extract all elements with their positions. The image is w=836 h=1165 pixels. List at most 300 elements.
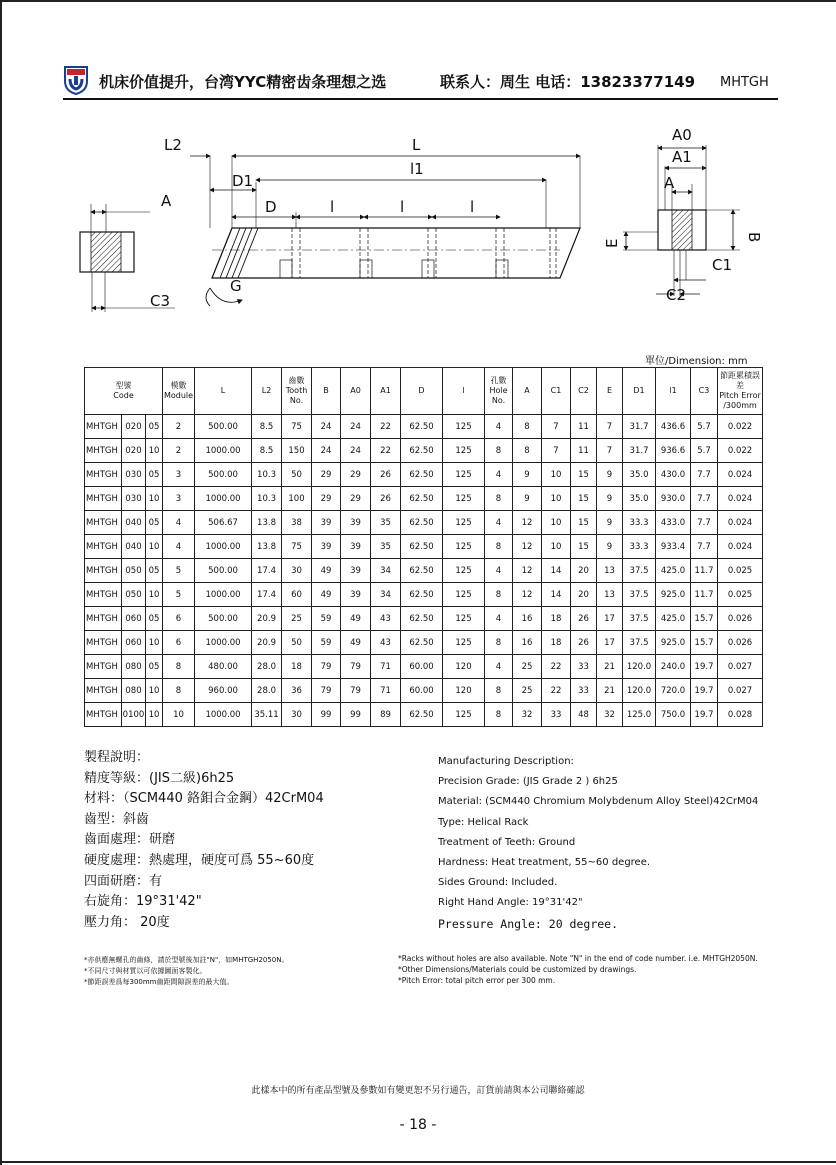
- table-cell: 19.7: [691, 655, 718, 679]
- table-cell: 040: [122, 535, 146, 559]
- table-cell: 49: [312, 559, 341, 583]
- table-cell: 8: [485, 583, 513, 607]
- table-cell: 32: [513, 703, 542, 727]
- table-cell: 7: [542, 439, 571, 463]
- table-cell: 10: [146, 703, 163, 727]
- table-cell: 26: [371, 487, 401, 511]
- description-line: Sides Ground: Included.: [438, 877, 558, 889]
- table-cell: 10: [146, 487, 163, 511]
- table-cell: 10: [542, 463, 571, 487]
- table-cell: 125: [443, 511, 485, 535]
- table-cell: 62.50: [401, 511, 443, 535]
- table-cell: 436.6: [656, 415, 691, 439]
- table-cell: 17: [597, 631, 623, 655]
- table-cell: 05: [146, 655, 163, 679]
- table-cell: 7.7: [691, 535, 718, 559]
- table-cell: 71: [371, 679, 401, 703]
- table-cell: MHTGH: [85, 631, 122, 655]
- table-header-cell: C3: [691, 368, 718, 415]
- table-cell: 17.4: [252, 559, 282, 583]
- table-cell: 5: [163, 583, 195, 607]
- description-line: 材料：（SCM440 鉻鉬合金鋼）42CrM04: [84, 791, 324, 807]
- table-cell: 38: [282, 511, 312, 535]
- table-header-cell: 孔數 Hole No.: [485, 368, 513, 415]
- table-row: [85, 487, 763, 511]
- table-cell: 50: [282, 463, 312, 487]
- table-header-cell: 模數 Module: [163, 368, 195, 415]
- table-cell: 4: [485, 559, 513, 583]
- rack-technical-drawing: [60, 120, 780, 345]
- table-cell: MHTGH: [85, 559, 122, 583]
- table-cell: 15: [571, 535, 597, 559]
- table-cell: 9: [513, 463, 542, 487]
- table-cell: 30: [282, 703, 312, 727]
- notes-english: [398, 953, 758, 986]
- table-cell: 37.5: [623, 559, 656, 583]
- table-cell: 8.5: [252, 439, 282, 463]
- table-cell: MHTGH: [85, 439, 122, 463]
- table-cell: 24: [341, 415, 371, 439]
- description-line: 製程說明：: [84, 750, 150, 765]
- table-cell: 040: [122, 511, 146, 535]
- table-cell: 120.0: [623, 679, 656, 703]
- table-cell: 8: [163, 679, 195, 703]
- table-row: [85, 439, 763, 463]
- table-cell: 39: [341, 535, 371, 559]
- table-cell: 10: [146, 679, 163, 703]
- table-cell: 15: [571, 463, 597, 487]
- table-cell: 79: [312, 655, 341, 679]
- table-cell: 9: [597, 463, 623, 487]
- table-cell: 31.7: [623, 439, 656, 463]
- table-cell: 30: [282, 559, 312, 583]
- table-cell: 120.0: [623, 655, 656, 679]
- table-cell: 7: [542, 415, 571, 439]
- description-english: [438, 752, 758, 934]
- table-cell: 12: [513, 511, 542, 535]
- table-cell: 75: [282, 535, 312, 559]
- table-cell: 6: [163, 631, 195, 655]
- table-cell: 030: [122, 487, 146, 511]
- table-cell: 22: [542, 655, 571, 679]
- table-cell: 10: [146, 535, 163, 559]
- table-header-cell: 節距累積誤差 Pitch Error /300mm: [718, 368, 763, 415]
- table-cell: 35.0: [623, 463, 656, 487]
- table-cell: 7.7: [691, 463, 718, 487]
- dim-label-c1: C1: [712, 256, 733, 274]
- description-line: Hardness: Heat treatment, 55~60 degree.: [438, 857, 651, 869]
- table-cell: 11.7: [691, 559, 718, 583]
- table-cell: 89: [371, 703, 401, 727]
- page-header: [63, 60, 778, 100]
- table-cell: 62.50: [401, 559, 443, 583]
- table-cell: 8: [485, 631, 513, 655]
- table-cell: 150: [282, 439, 312, 463]
- page-border-bottom: [0, 1161, 836, 1163]
- table-cell: 7.7: [691, 511, 718, 535]
- dim-label-b: B: [745, 232, 763, 243]
- table-cell: 125: [443, 631, 485, 655]
- header-rule: [63, 98, 778, 100]
- table-cell: 120: [443, 679, 485, 703]
- dim-label-l: L: [412, 136, 421, 154]
- notes-chinese: [84, 955, 289, 988]
- table-cell: 3: [163, 463, 195, 487]
- table-cell: 17.4: [252, 583, 282, 607]
- table-cell: 22: [542, 679, 571, 703]
- table-cell: 8: [485, 487, 513, 511]
- table-cell: 125: [443, 439, 485, 463]
- table-cell: MHTGH: [85, 679, 122, 703]
- table-cell: 29: [341, 463, 371, 487]
- table-cell: 1000.00: [195, 631, 252, 655]
- table-cell: 0100: [122, 703, 146, 727]
- table-cell: 936.6: [656, 439, 691, 463]
- table-cell: 19.7: [691, 703, 718, 727]
- table-cell: 37.5: [623, 631, 656, 655]
- table-cell: 35: [371, 511, 401, 535]
- table-cell: 060: [122, 607, 146, 631]
- table-cell: 35.11: [252, 703, 282, 727]
- table-cell: 10: [542, 487, 571, 511]
- table-cell: 0.024: [718, 487, 763, 511]
- table-cell: 0.026: [718, 607, 763, 631]
- table-cell: 60: [282, 583, 312, 607]
- table-header-cell: 型號 Code: [85, 368, 163, 415]
- table-cell: 0.024: [718, 463, 763, 487]
- table-cell: 10: [542, 535, 571, 559]
- note-line: *Racks without holes are also available. Note "N" in the end of code number. i.e. MHTGH2050N.: [398, 954, 758, 963]
- table-header-cell: D1: [623, 368, 656, 415]
- table-cell: 0.022: [718, 439, 763, 463]
- company-logo-icon: [63, 63, 89, 95]
- table-cell: 0.027: [718, 655, 763, 679]
- dim-label-a-right: A: [664, 174, 675, 192]
- table-cell: 29: [312, 487, 341, 511]
- table-cell: 4: [163, 535, 195, 559]
- table-cell: 0.028: [718, 703, 763, 727]
- table-cell: 8: [163, 655, 195, 679]
- table-header-cell: A0: [341, 368, 371, 415]
- table-row: [85, 463, 763, 487]
- table-cell: 8.5: [252, 415, 282, 439]
- table-cell: 8: [485, 703, 513, 727]
- table-cell: MHTGH: [85, 535, 122, 559]
- table-cell: 35: [371, 535, 401, 559]
- table-cell: 9: [597, 487, 623, 511]
- table-row: [85, 607, 763, 631]
- table-cell: 79: [341, 679, 371, 703]
- table-cell: 430.0: [656, 463, 691, 487]
- table-cell: 05: [146, 511, 163, 535]
- table-cell: 933.4: [656, 535, 691, 559]
- table-cell: 19.7: [691, 679, 718, 703]
- table-cell: 20: [571, 559, 597, 583]
- table-cell: 4: [485, 463, 513, 487]
- header-model: MHTGH: [720, 75, 769, 90]
- table-cell: 59: [312, 631, 341, 655]
- dim-label-g: G: [230, 277, 242, 295]
- description-chinese: [84, 748, 324, 933]
- footer-note: 此樣本中的所有產品型號及參數如有變更恕不另行通告，訂貨前請與本公司聯絡確認: [251, 1086, 585, 1096]
- table-cell: 0.024: [718, 535, 763, 559]
- table-cell: 25: [282, 607, 312, 631]
- description-line: 壓力角： 20度: [84, 914, 170, 930]
- table-cell: 7: [597, 439, 623, 463]
- table-cell: 49: [341, 607, 371, 631]
- table-cell: 050: [122, 559, 146, 583]
- table-cell: 960.00: [195, 679, 252, 703]
- table-cell: 425.0: [656, 559, 691, 583]
- table-cell: 506.67: [195, 511, 252, 535]
- table-row: [85, 655, 763, 679]
- table-cell: 125: [443, 463, 485, 487]
- table-cell: 31.7: [623, 415, 656, 439]
- table-cell: 2: [163, 415, 195, 439]
- note-line: *節距誤差爲每300mm齒距間隙誤差的最大值。: [84, 978, 234, 986]
- table-cell: 500.00: [195, 607, 252, 631]
- table-cell: 4: [485, 415, 513, 439]
- table-header: [85, 368, 763, 415]
- table-header-cell: 齒數 Tooth No.: [282, 368, 312, 415]
- table-row: [85, 535, 763, 559]
- table-cell: 62.50: [401, 631, 443, 655]
- table-cell: 79: [341, 655, 371, 679]
- table-cell: 25: [513, 655, 542, 679]
- table-cell: 8: [485, 679, 513, 703]
- table-cell: 12: [513, 535, 542, 559]
- table-cell: 125: [443, 559, 485, 583]
- table-cell: 500.00: [195, 415, 252, 439]
- description-line: Precision Grade: (JIS Grade 2 ) 6h25: [438, 776, 618, 788]
- table-cell: 10: [146, 439, 163, 463]
- table-cell: 500.00: [195, 559, 252, 583]
- table-cell: 5.7: [691, 415, 718, 439]
- table-cell: MHTGH: [85, 415, 122, 439]
- table-cell: 15.7: [691, 607, 718, 631]
- table-cell: 05: [146, 607, 163, 631]
- table-cell: MHTGH: [85, 583, 122, 607]
- table-cell: 720.0: [656, 679, 691, 703]
- table-cell: 49: [312, 583, 341, 607]
- dim-label-d1: D1: [232, 172, 254, 190]
- table-cell: 62.50: [401, 463, 443, 487]
- dim-label-e: E: [603, 238, 621, 248]
- table-cell: MHTGH: [85, 463, 122, 487]
- table-cell: 11: [571, 415, 597, 439]
- table-cell: 21: [597, 679, 623, 703]
- table-cell: 0.022: [718, 415, 763, 439]
- table-cell: 125: [443, 607, 485, 631]
- dim-label-pitch-3: l: [470, 198, 475, 216]
- dim-label-l1: l1: [410, 160, 424, 178]
- table-cell: 39: [341, 511, 371, 535]
- table-cell: 24: [341, 439, 371, 463]
- table-cell: 18: [542, 607, 571, 631]
- table-cell: 05: [146, 559, 163, 583]
- table-cell: 1000.00: [195, 439, 252, 463]
- table-cell: 18: [542, 631, 571, 655]
- description-line: Treatment of Teeth: Ground: [438, 836, 576, 848]
- note-line: *不同尺寸與材質以可依據圖面客製化。: [84, 967, 207, 975]
- table-cell: 240.0: [656, 655, 691, 679]
- dim-label-a1: A1: [672, 148, 692, 166]
- table-cell: 10: [542, 511, 571, 535]
- table-cell: 62.50: [401, 535, 443, 559]
- table-cell: 8: [485, 439, 513, 463]
- table-cell: 99: [341, 703, 371, 727]
- table-cell: 33: [571, 655, 597, 679]
- dim-label-a-left: A: [161, 192, 172, 210]
- description-line: 四面研磨：有: [84, 873, 163, 889]
- table-cell: 37.5: [623, 607, 656, 631]
- page-border-top: [0, 0, 836, 2]
- table-cell: 17: [597, 607, 623, 631]
- table-header-cell: L2: [252, 368, 282, 415]
- table-cell: 0.026: [718, 631, 763, 655]
- table-cell: 49: [341, 631, 371, 655]
- table-cell: 43: [371, 631, 401, 655]
- table-cell: 020: [122, 415, 146, 439]
- table-cell: 39: [312, 535, 341, 559]
- table-header-cell: D: [401, 368, 443, 415]
- table-cell: 425.0: [656, 607, 691, 631]
- dim-label-c3: C3: [150, 292, 171, 310]
- table-cell: MHTGH: [85, 655, 122, 679]
- table-cell: 925.0: [656, 631, 691, 655]
- table-cell: 62.50: [401, 583, 443, 607]
- table-cell: 6: [163, 607, 195, 631]
- table-cell: 10: [146, 583, 163, 607]
- table-cell: 79: [312, 679, 341, 703]
- table-row: [85, 631, 763, 655]
- table-cell: 34: [371, 583, 401, 607]
- page-border-left: [0, 0, 2, 1165]
- table-cell: 4: [485, 655, 513, 679]
- unit-label: 單位/Dimension: mm: [645, 356, 748, 367]
- table-cell: 1000.00: [195, 703, 252, 727]
- table-cell: 13.8: [252, 511, 282, 535]
- table-cell: 1000.00: [195, 535, 252, 559]
- table-row: [85, 583, 763, 607]
- table-cell: 125: [443, 583, 485, 607]
- dim-label-c2: C2: [666, 286, 687, 304]
- description-line: 硬度處理：熱處理，硬度可爲 55~60度: [84, 852, 315, 868]
- table-cell: 26: [571, 631, 597, 655]
- table-cell: 9: [597, 535, 623, 559]
- table-cell: 33.3: [623, 535, 656, 559]
- header-contact: 联系人：周生 电话：13823377149: [440, 73, 696, 91]
- table-cell: 8: [513, 439, 542, 463]
- table-cell: 15.7: [691, 631, 718, 655]
- table-cell: 0.025: [718, 583, 763, 607]
- table-cell: 11: [571, 439, 597, 463]
- table-cell: 24: [312, 415, 341, 439]
- table-cell: 28.0: [252, 679, 282, 703]
- table-cell: 36: [282, 679, 312, 703]
- table-cell: MHTGH: [85, 511, 122, 535]
- header-title: 机床价值提升，台湾YYC精密齿条理想之选: [99, 73, 387, 91]
- table-cell: 24: [312, 439, 341, 463]
- description-line: Type: Helical Rack: [438, 816, 529, 828]
- table-cell: 13.8: [252, 535, 282, 559]
- table-cell: 60.00: [401, 655, 443, 679]
- note-line: *Other Dimensions/Materials could be customized by drawings.: [398, 965, 637, 974]
- table-cell: 1000.00: [195, 487, 252, 511]
- table-cell: 05: [146, 463, 163, 487]
- description-line: Manufacturing Description:: [438, 756, 574, 767]
- table-cell: 48: [571, 703, 597, 727]
- table-cell: 2: [163, 439, 195, 463]
- dim-label-d: D: [265, 198, 277, 216]
- table-cell: 33: [542, 703, 571, 727]
- note-line: *亦供應無螺孔的齒條，請於型號後加註"N"，如MHTGH2050N。: [84, 956, 289, 964]
- table-cell: 39: [341, 583, 371, 607]
- table-cell: 9: [513, 487, 542, 511]
- table-cell: 10.3: [252, 487, 282, 511]
- table-header-cell: A: [513, 368, 542, 415]
- table-cell: 62.50: [401, 703, 443, 727]
- table-cell: 10: [146, 631, 163, 655]
- table-row: [85, 679, 763, 703]
- table-cell: 060: [122, 631, 146, 655]
- table-cell: 5.7: [691, 439, 718, 463]
- description-line: 右旋角：19°31'42": [84, 894, 202, 910]
- specification-table: [84, 367, 763, 727]
- table-cell: 480.00: [195, 655, 252, 679]
- table-cell: 29: [341, 487, 371, 511]
- table-cell: 20.9: [252, 631, 282, 655]
- table-cell: 33.3: [623, 511, 656, 535]
- table-cell: 15: [571, 487, 597, 511]
- table-cell: 7.7: [691, 487, 718, 511]
- table-cell: 05: [146, 415, 163, 439]
- table-cell: 43: [371, 607, 401, 631]
- table-cell: 930.0: [656, 487, 691, 511]
- dim-label-l2: L2: [164, 136, 182, 154]
- table-cell: 39: [341, 559, 371, 583]
- table-cell: 15: [571, 511, 597, 535]
- table-cell: 62.50: [401, 487, 443, 511]
- page-number: - 18 -: [399, 1117, 437, 1133]
- table-cell: 14: [542, 559, 571, 583]
- table-header-cell: l: [443, 368, 485, 415]
- table-cell: 59: [312, 607, 341, 631]
- table-cell: 16: [513, 631, 542, 655]
- table-cell: 500.00: [195, 463, 252, 487]
- table-cell: MHTGH: [85, 607, 122, 631]
- table-cell: 22: [371, 415, 401, 439]
- table-cell: 34: [371, 559, 401, 583]
- table-cell: 5: [163, 559, 195, 583]
- table-header-cell: C2: [571, 368, 597, 415]
- table-cell: 39: [312, 511, 341, 535]
- table-cell: 26: [571, 607, 597, 631]
- table-cell: 20.9: [252, 607, 282, 631]
- table-cell: 60.00: [401, 679, 443, 703]
- table-cell: 26: [371, 463, 401, 487]
- table-header-cell: L: [195, 368, 252, 415]
- table-cell: 28.0: [252, 655, 282, 679]
- table-cell: 21: [597, 655, 623, 679]
- table-cell: 10.3: [252, 463, 282, 487]
- table-cell: 18: [282, 655, 312, 679]
- table-cell: 433.0: [656, 511, 691, 535]
- table-cell: 62.50: [401, 415, 443, 439]
- description-line: 精度等級：(JIS二級)6h25: [84, 770, 235, 786]
- table-body: [85, 415, 763, 727]
- description-line: Pressure Angle: 20 degree.: [438, 916, 619, 931]
